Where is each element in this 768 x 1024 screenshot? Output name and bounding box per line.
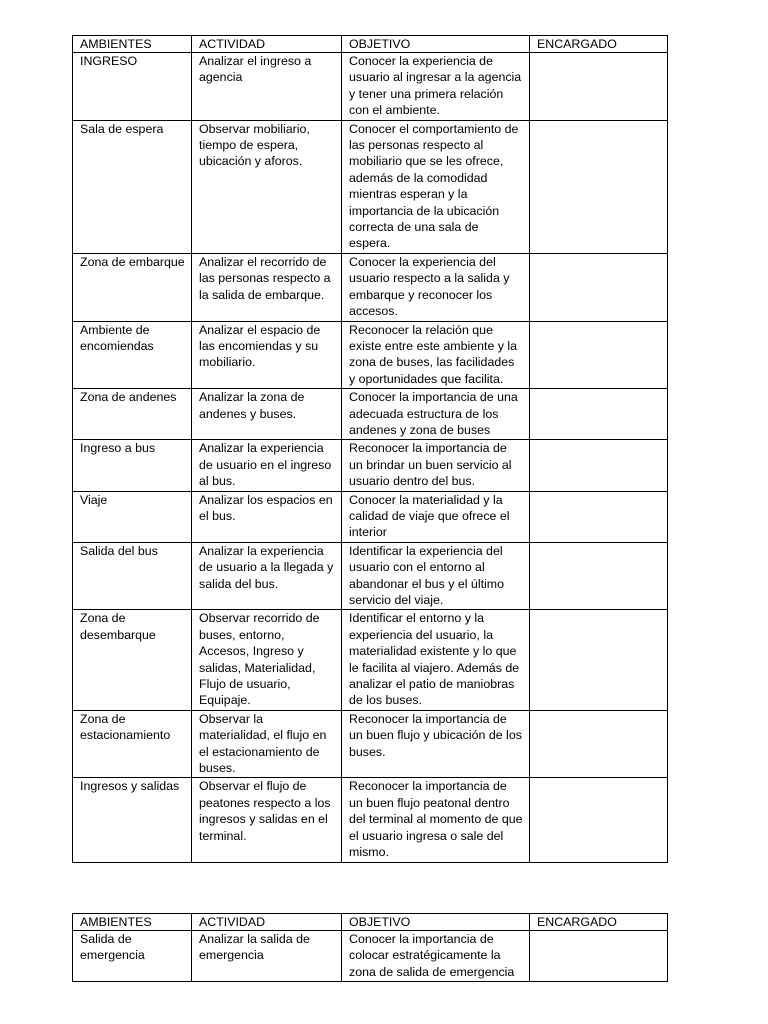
cell-objetivo: Identificar el entorno y la experiencia del usuario, la materialidad existente y lo que le facilita al viajero. Además de analizar el patio de maniobras de los buses. [342,610,530,710]
cell-objetivo: Identificar la experiencia del usuario con el entorno al abandonar el bus y el último servicio del viaje. [342,542,530,610]
table-row [73,389,668,440]
cell-objetivo: Conocer el comportamiento de las personas respecto al mobiliario que se les ofrece, además de la comodidad mientras esperan y la importancia de la ubicación correcta de una sala de espera. [342,120,530,253]
table-row [73,542,668,610]
table-row [73,931,668,982]
header-encargado: ENCARGADO [530,36,668,53]
table-row [73,53,668,121]
cell-ambiente: Zona de andenes [73,389,192,440]
table-row [73,440,668,491]
header-objetivo: OBJETIVO [342,36,530,53]
cell-objetivo: Reconocer la relación que existe entre este ambiente y la zona de buses, las facilidades y oportunidades que facilita. [342,321,530,389]
table-header-row [73,36,668,53]
cell-actividad: Analizar el recorrido de las personas respecto a la salida de embarque. [192,253,342,321]
cell-encargado [530,120,668,253]
cell-ambiente: Salida del bus [73,542,192,610]
cell-ambiente: Sala de espera [73,120,192,253]
cell-objetivo: Conocer la materialidad y la calidad de viaje que ofrece el interior [342,491,530,542]
cell-encargado [530,542,668,610]
cell-actividad: Observar mobiliario, tiempo de espera, ubicación y aforos. [192,120,342,253]
cell-actividad: Analizar la experiencia de usuario en el ingreso al bus. [192,440,342,491]
table-row [73,778,668,862]
cell-actividad: Observar la materialidad, el flujo en el estacionamiento de buses. [192,710,342,778]
cell-ambiente: Zona de estacionamiento [73,710,192,778]
cell-ambiente: Ambiente de encomiendas [73,321,192,389]
activities-table [72,35,668,863]
cell-encargado [530,931,668,982]
cell-actividad: Analizar el espacio de las encomiendas y su mobiliario. [192,321,342,389]
table-header-row [73,914,668,931]
table-row [73,321,668,389]
cell-actividad: Analizar los espacios en el bus. [192,491,342,542]
cell-objetivo: Conocer la importancia de colocar estratégicamente la zona de salida de emergencia [342,931,530,982]
cell-ambiente: Ingresos y salidas [73,778,192,862]
cell-actividad: Observar el flujo de peatones respecto a los ingresos y salidas en el terminal. [192,778,342,862]
cell-ambiente: Viaje [73,491,192,542]
cell-objetivo: Conocer la importancia de una adecuada estructura de los andenes y zona de buses [342,389,530,440]
cell-ambiente: Ingreso a bus [73,440,192,491]
cell-encargado [530,491,668,542]
cell-objetivo: Reconocer la importancia de un buen flujo peatonal dentro del terminal al momento de que el usuario ingresa o sale del mismo. [342,778,530,862]
cell-encargado [530,253,668,321]
cell-encargado [530,440,668,491]
cell-encargado [530,778,668,862]
table-row [73,253,668,321]
cell-encargado [530,53,668,121]
cell-actividad: Observar recorrido de buses, entorno, Accesos, Ingreso y salidas, Materialidad, Flujo de usuario, Equipaje. [192,610,342,710]
header-actividad: ACTIVIDAD [192,36,342,53]
cell-encargado [530,389,668,440]
header-ambientes: AMBIENTES [73,914,192,931]
cell-objetivo: Conocer la experiencia del usuario respecto a la salida y embarque y reconocer los accesos. [342,253,530,321]
table-row [73,710,668,778]
header-ambientes: AMBIENTES [73,36,192,53]
cell-objetivo: Conocer la experiencia de usuario al ingresar a la agencia y tener una primera relación con el ambiente. [342,53,530,121]
cell-actividad: Analizar la experiencia de usuario a la llegada y salida del bus. [192,542,342,610]
cell-objetivo: Reconocer la importancia de un buen flujo y ubicación de los buses. [342,710,530,778]
cell-encargado [530,321,668,389]
cell-encargado [530,710,668,778]
cell-encargado [530,610,668,710]
header-objetivo: OBJETIVO [342,914,530,931]
table-row [73,120,668,253]
cell-actividad: Analizar la zona de andenes y buses. [192,389,342,440]
cell-ambiente: Zona de desembarque [73,610,192,710]
cell-actividad: Analizar el ingreso a agencia [192,53,342,121]
cell-objetivo: Reconocer la importancia de un brindar un buen servicio al usuario dentro del bus. [342,440,530,491]
table-row [73,491,668,542]
cell-ambiente: Zona de embarque [73,253,192,321]
cell-ambiente: INGRESO [73,53,192,121]
activities-table-continued [72,913,668,982]
table-row [73,610,668,710]
header-actividad: ACTIVIDAD [192,914,342,931]
cell-actividad: Analizar la salida de emergencia [192,931,342,982]
cell-ambiente: Salida de emergencia [73,931,192,982]
header-encargado: ENCARGADO [530,914,668,931]
